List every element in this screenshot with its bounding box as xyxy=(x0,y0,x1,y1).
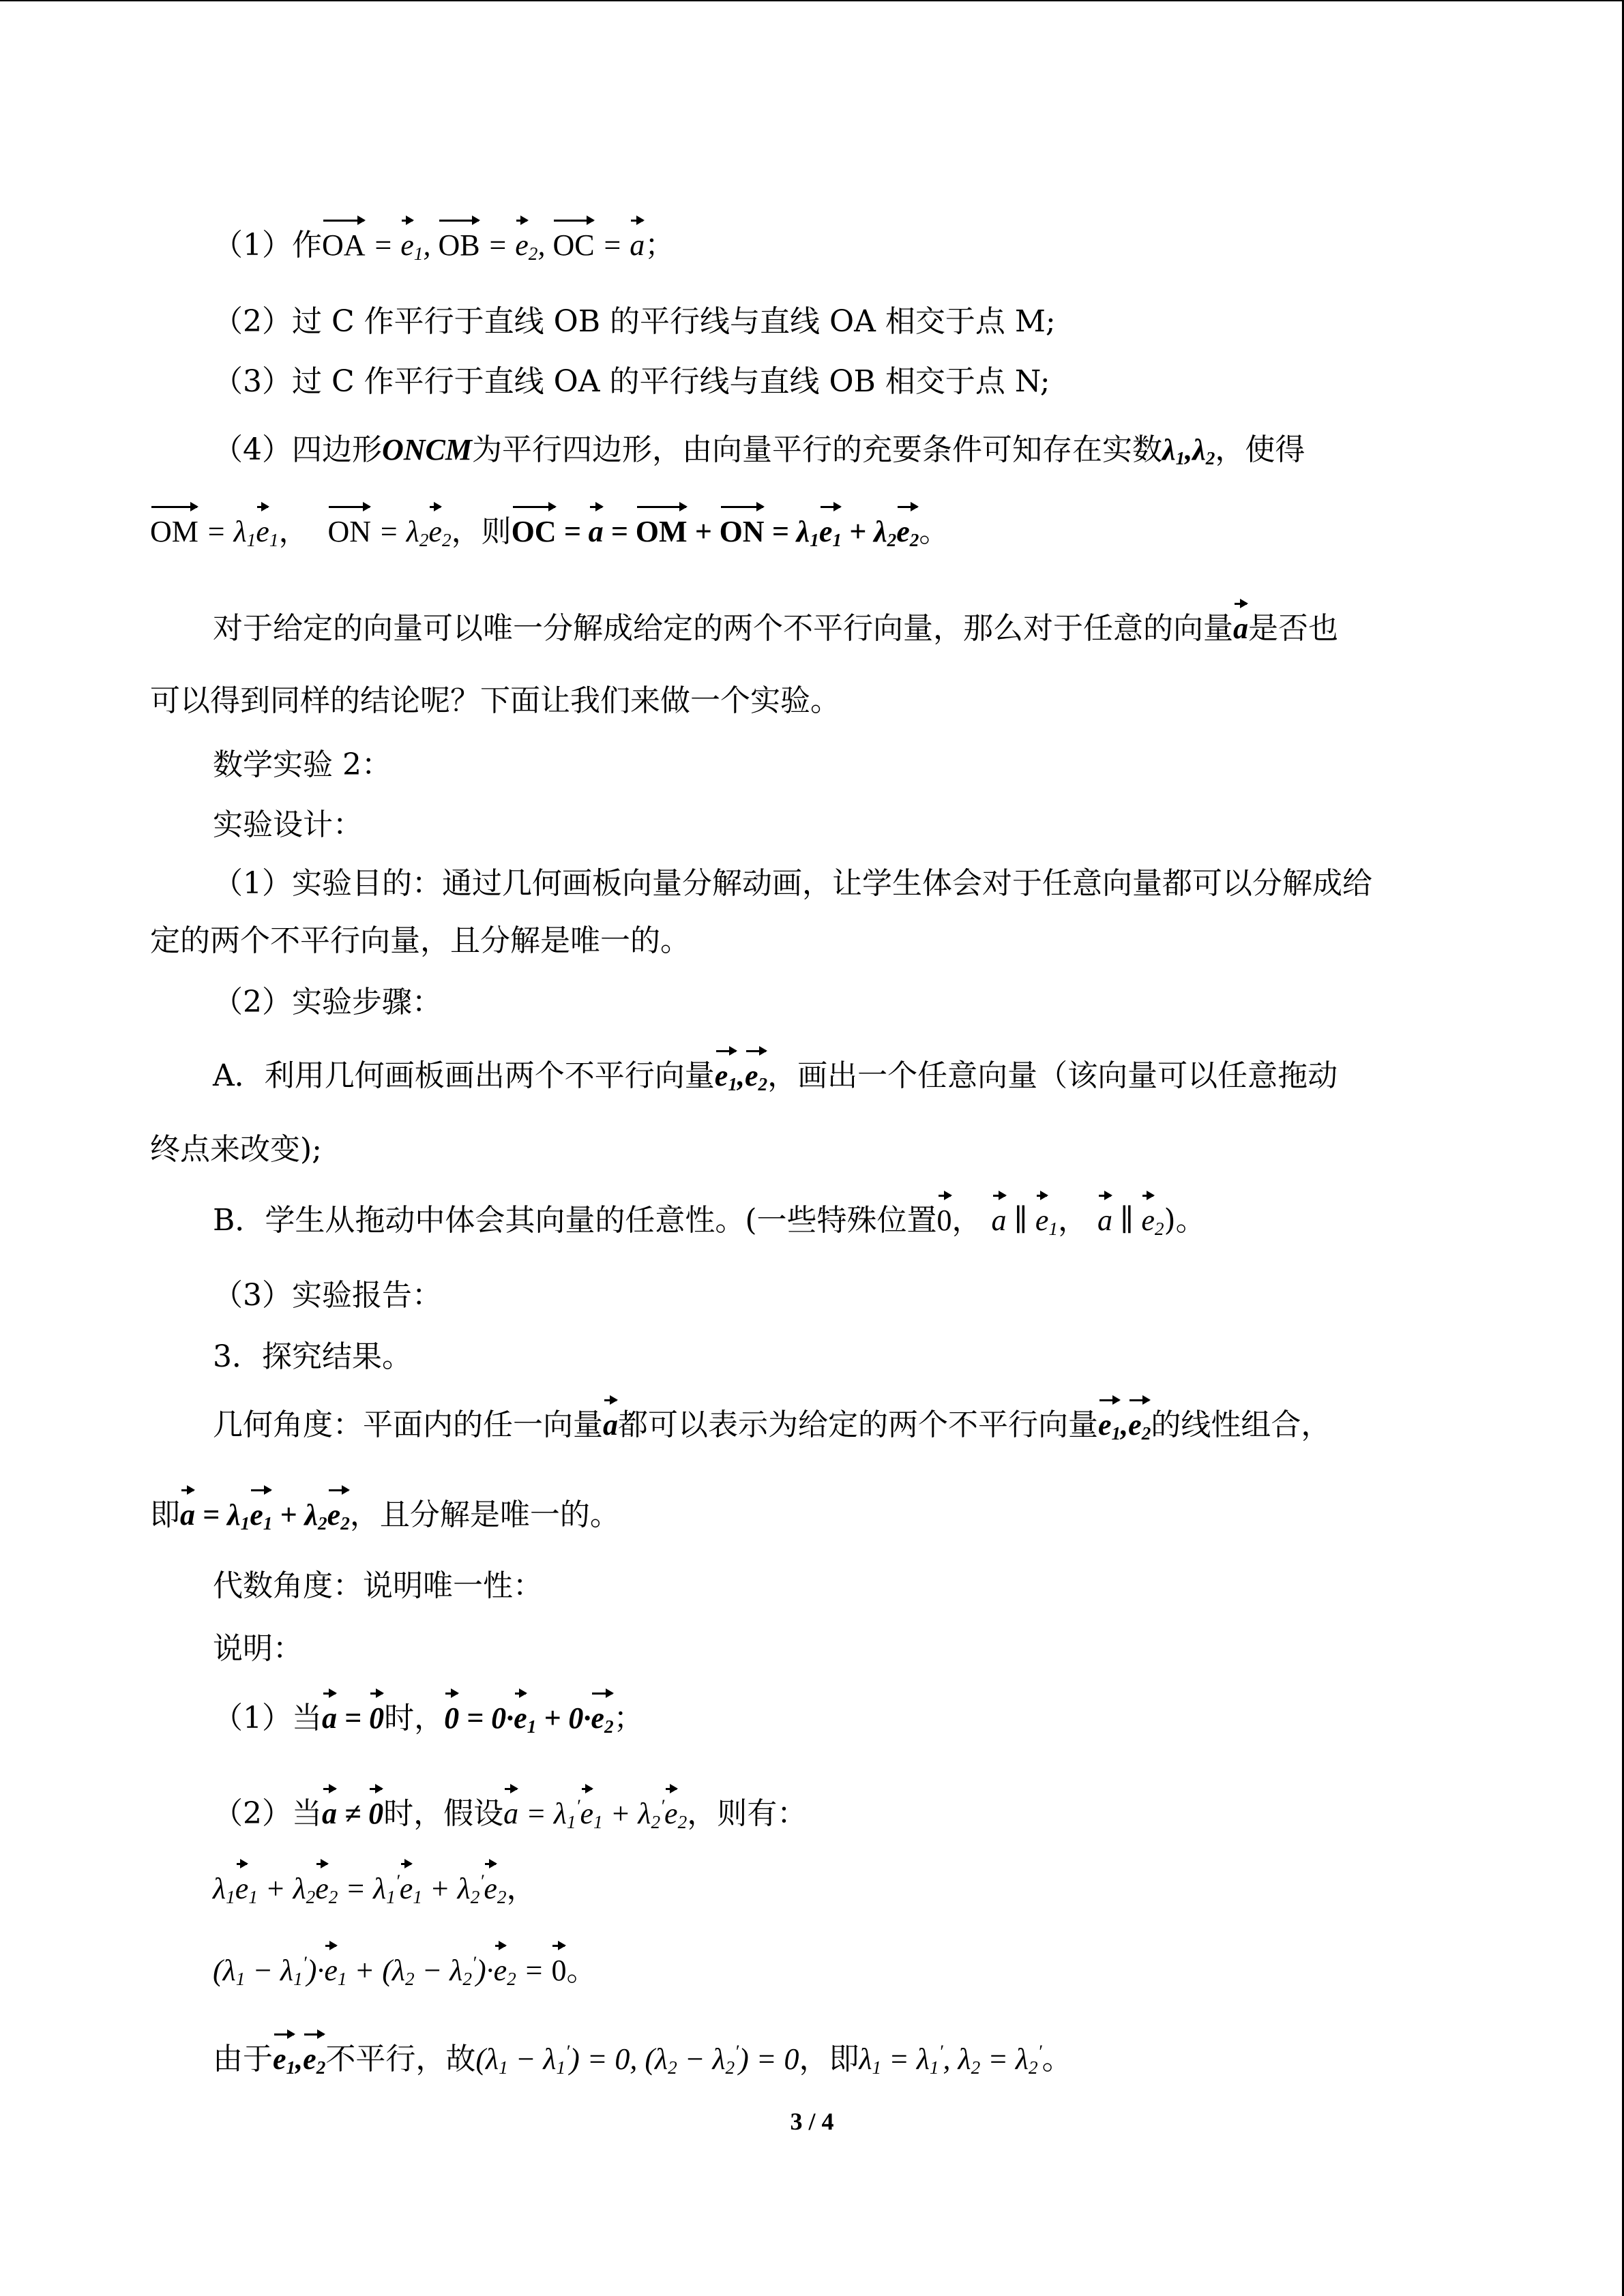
text: 由于 xyxy=(213,2042,273,2076)
text: ，且分解是唯一的。 xyxy=(349,1497,620,1532)
text: （1）作 xyxy=(213,228,322,263)
text: （2）当 xyxy=(213,1796,322,1831)
equation-1 xyxy=(213,1868,537,1909)
experiment-design: 实验设计： xyxy=(213,807,363,842)
formula-a-neq-zero: a ≠ 0 xyxy=(322,1797,383,1830)
text: ，则有： xyxy=(687,1796,808,1831)
text: ， xyxy=(278,514,309,549)
formula-oa-ob-oc: OA = $e_1$, OB = $e_2$, OC = a xyxy=(322,228,645,262)
vectors-e1-e2: $e_1,e_2$ xyxy=(1098,1408,1151,1442)
experiment-report: （3）实验报告： xyxy=(213,1278,442,1313)
text: ，画出一个任意向量（该向量可以任意拖动 xyxy=(767,1058,1338,1093)
experiment-steps: （2）实验步骤： xyxy=(213,985,442,1019)
vector-a: a xyxy=(603,1408,618,1442)
text: ，即 xyxy=(799,2042,859,2076)
text: 。 xyxy=(919,514,949,549)
paragraph-question xyxy=(213,608,1338,649)
text: 为平行四边形，由向量平行的充要条件可知存在实数 xyxy=(472,432,1163,467)
step-3: （3）过 C 作平行于直线 OA 的平行线与直线 OB 相交于点 N; xyxy=(213,364,1050,399)
zero-vector: 0 xyxy=(937,1204,952,1237)
explanation-label: 说明： xyxy=(213,1631,303,1666)
vectors-e1-e2: $e_1,e_2$ xyxy=(273,2042,325,2076)
formula-om: OM = $\lambda_1e_1$ xyxy=(150,515,278,548)
step-1 xyxy=(213,225,675,266)
formula-a-parallel-e2: a ∥ $e_2$ xyxy=(1097,1204,1164,1237)
formula-a-decomposition: $a = \lambda_1e_1 + \lambda_2e_2$ xyxy=(180,1498,350,1532)
formula-assumption: $a = \lambda_1'e_1 + \lambda_2'e_2$ xyxy=(503,1797,687,1830)
formula-a-eq-zero: a = 0 xyxy=(322,1701,384,1735)
page-number: 3 / 4 xyxy=(790,2108,834,2135)
experiment-title: 数学实验 2： xyxy=(213,747,392,782)
formula-difference: $(\lambda_1 - \lambda_1')\cdot e_1 + (\lambda_2 - \lambda_2')\cdot e_2 = 0$ xyxy=(213,1954,566,1987)
step-a-cont: 终点来改变); xyxy=(150,1132,322,1167)
vectors-e1-e2: $e_1,e_2$ xyxy=(715,1059,767,1092)
experiment-purpose: （1）实验目的：通过几何画板向量分解动画，让学生体会对于任意向量都可以分解成给 xyxy=(213,866,1372,901)
vector-a: a xyxy=(1233,612,1248,645)
text: ， xyxy=(506,1871,537,1906)
case-2 xyxy=(213,1793,807,1834)
text: 都可以表示为给定的两个不平行向量 xyxy=(618,1407,1098,1442)
results-heading: 3．探究结果。 xyxy=(213,1339,412,1374)
text: ； xyxy=(613,1701,644,1735)
text: B．学生从拖动中体会其向量的任意性。(一些特殊位置 xyxy=(213,1203,937,1238)
geometric-view-formula xyxy=(150,1495,620,1536)
page-border-top xyxy=(0,0,1624,1)
text: （1）当 xyxy=(213,1701,322,1735)
text: 。 xyxy=(1042,2042,1072,2076)
step-2: （2）过 C 作平行于直线 OB 的平行线与直线 OA 相交于点 M; xyxy=(213,304,1056,339)
paragraph-question-cont: 可以得到同样的结论呢？下面让我们来做一个实验。 xyxy=(150,683,840,718)
formula-zero-decomposition: $0 = 0\cdot e_1 + 0\cdot e_2$ xyxy=(444,1701,614,1735)
text: 是否也 xyxy=(1248,611,1338,646)
case-1 xyxy=(213,1698,644,1739)
formula-a-parallel-e1: a ∥ $e_1$ xyxy=(992,1204,1059,1237)
step-a xyxy=(213,1056,1338,1097)
text: 不平行，故 xyxy=(325,2042,476,2076)
text: ， xyxy=(951,1203,982,1238)
formula-lambdas: $\lambda_1,\lambda_2$ xyxy=(1162,433,1215,468)
text: 对于给定的向量可以唯一分解成给定的两个不平行向量，那么对于任意的向量 xyxy=(213,611,1233,646)
algebraic-view: 代数角度：说明唯一性： xyxy=(213,1568,543,1603)
text: ，使得 xyxy=(1215,432,1305,467)
formula-on: ON = $\lambda_2e_2$ xyxy=(327,515,451,548)
experiment-purpose-cont: 定的两个不平行向量，且分解是唯一的。 xyxy=(150,923,690,958)
step-4-formula xyxy=(150,511,949,552)
text: 的线性组合， xyxy=(1151,1407,1331,1442)
text: （4）四边形 xyxy=(213,432,382,467)
text: 时， xyxy=(384,1701,445,1735)
text: ， xyxy=(1058,1203,1088,1238)
formula-oc-decomposition: OC = a = OM + ON = $\lambda_1e_1 + \lambda_2e_2$ xyxy=(512,515,919,548)
text: 时，假设 xyxy=(383,1796,504,1831)
text: 几何角度：平面内的任一向量 xyxy=(213,1407,603,1442)
text: A．利用几何画板画出两个不平行向量 xyxy=(213,1058,715,1093)
formula-zero-differences: $(\lambda_1 - \lambda_1') = 0$, $(\lambda_2 - \lambda_2') = 0$ xyxy=(475,2041,799,2078)
equation-2 xyxy=(213,1950,596,1991)
step-4 xyxy=(213,430,1305,471)
quadrilateral-name: ONCM xyxy=(382,433,473,466)
step-b xyxy=(213,1200,1206,1241)
text: ，则 xyxy=(451,514,512,549)
text: 即 xyxy=(150,1497,180,1532)
text: )。 xyxy=(1164,1203,1206,1238)
conclusion xyxy=(213,2039,1072,2080)
text: 。 xyxy=(566,1953,597,1988)
formula-equal-decompositions: $\lambda_1e_1 + \lambda_2e_2 = \lambda_1'e_1 + \lambda_2'e_2$ xyxy=(213,1872,507,1905)
text: ； xyxy=(645,228,675,263)
formula-equal-coefficients: $\lambda_1 = \lambda_1'$, $\lambda_2 = \lambda_2'$ xyxy=(859,2041,1042,2078)
geometric-view xyxy=(213,1405,1331,1446)
